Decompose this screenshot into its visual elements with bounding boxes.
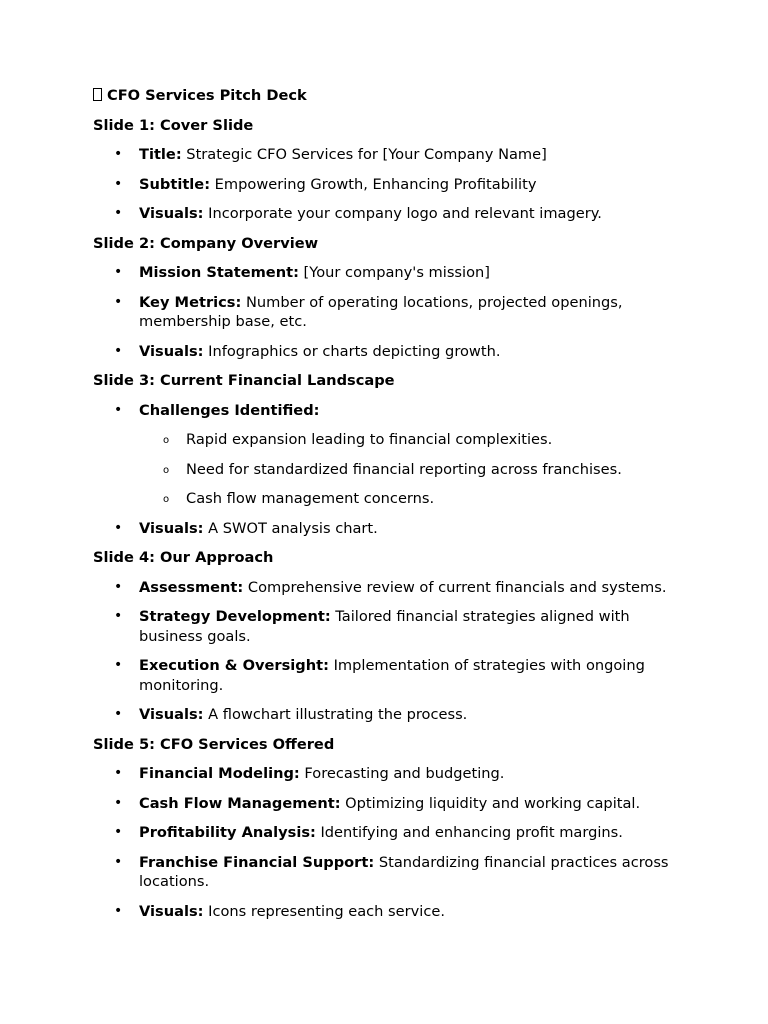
list-item xyxy=(93,401,693,509)
circle-bullet-icon: o xyxy=(163,494,170,505)
list-item xyxy=(93,145,693,165)
slide-3-section xyxy=(93,371,693,538)
document-page xyxy=(93,86,693,931)
bullet-icon: • xyxy=(114,902,123,919)
item-text: Comprehensive review of current financials and systems. xyxy=(243,578,667,596)
list-item xyxy=(93,263,693,283)
bullet-icon: • xyxy=(114,706,123,722)
bullet-icon: • xyxy=(114,578,123,595)
slide-heading: Slide 3: Current Financial Landscape xyxy=(93,372,395,389)
bullet-icon: • xyxy=(114,608,123,624)
list-item xyxy=(93,823,693,843)
bullet-icon: • xyxy=(114,146,123,162)
list-item xyxy=(93,705,693,725)
list-item xyxy=(93,853,693,892)
slide-2-section xyxy=(93,234,693,362)
bullet-icon: • xyxy=(114,519,123,536)
item-label: Execution & Oversight: xyxy=(139,657,329,674)
item-label: Strategy Development: xyxy=(139,608,331,625)
bullet-icon: • xyxy=(114,293,123,310)
list-item xyxy=(93,578,693,598)
item-text: Infographics or charts depicting growth. xyxy=(203,342,501,360)
document-title-line xyxy=(93,86,693,106)
bullet-icon: • xyxy=(114,342,123,359)
item-text: Identifying and enhancing profit margins. xyxy=(315,824,623,841)
item-label: Assessment: xyxy=(139,578,244,596)
slide-heading: Slide 1: Cover Slide xyxy=(93,116,254,134)
item-text: Icons representing each service. xyxy=(203,902,445,920)
slide-1-section xyxy=(93,116,693,224)
sub-item-text: Rapid expansion leading to financial complexities. xyxy=(186,431,553,448)
slide-heading: Slide 5: CFO Services Offered xyxy=(93,735,335,753)
bullet-icon: • xyxy=(114,794,123,811)
bullet-list xyxy=(93,401,693,539)
list-item xyxy=(93,175,693,195)
slide-heading: Slide 4: Our Approach xyxy=(93,549,274,566)
item-text: Implementation of strategies with ongoing monitoring. xyxy=(139,657,645,694)
item-text: Standardizing financial practices across locations. xyxy=(139,853,669,890)
item-text: [Your company's mission] xyxy=(298,264,490,281)
bullet-list xyxy=(93,764,693,921)
bullet-list xyxy=(93,145,693,224)
item-text: A SWOT analysis chart. xyxy=(203,519,378,537)
item-text: Forecasting and budgeting. xyxy=(299,765,505,782)
item-text: Tailored financial strategies aligned with business goals. xyxy=(139,608,630,645)
item-label: Financial Modeling: xyxy=(139,765,300,782)
item-text: Strategic CFO Services for [Your Company Name] xyxy=(181,146,547,163)
bullet-icon: • xyxy=(114,765,123,781)
slide-5-section xyxy=(93,735,693,922)
bullet-icon: • xyxy=(114,264,123,280)
item-label: Mission Statement: xyxy=(139,264,299,281)
list-item xyxy=(93,794,693,814)
list-item xyxy=(93,902,693,922)
circle-bullet-icon: o xyxy=(163,435,170,446)
sub-item-text: Cash flow management concerns. xyxy=(186,490,435,507)
list-item xyxy=(93,519,693,539)
list-item xyxy=(93,204,693,224)
item-label: Key Metrics: xyxy=(139,293,242,311)
document-title: CFO Services Pitch Deck xyxy=(107,87,307,104)
sub-bullet-list xyxy=(139,430,693,509)
item-label: Visuals: xyxy=(139,519,204,537)
list-item xyxy=(93,293,693,332)
bullet-icon: • xyxy=(114,657,123,673)
bullet-list xyxy=(93,578,693,725)
list-item xyxy=(93,764,693,784)
item-label: Subtitle: xyxy=(139,175,211,193)
bullet-icon: • xyxy=(114,175,123,192)
list-item xyxy=(93,607,693,646)
item-text: Optimizing liquidity and working capital. xyxy=(340,794,641,812)
item-label: Challenges Identified: xyxy=(139,401,320,419)
slide-4-section xyxy=(93,548,693,725)
circle-bullet-icon: o xyxy=(163,464,170,476)
bullet-icon: • xyxy=(114,205,123,221)
item-label: Visuals: xyxy=(139,706,204,723)
list-item xyxy=(93,342,693,362)
item-label: Title: xyxy=(139,146,182,163)
sub-list-item xyxy=(93,430,693,450)
sub-item-text: Need for standardized financial reporting across franchises. xyxy=(186,460,622,478)
item-label: Visuals: xyxy=(139,342,204,360)
bullet-list xyxy=(93,263,693,361)
slide-heading: Slide 2: Company Overview xyxy=(93,234,319,252)
list-item xyxy=(93,656,693,695)
bullet-icon: • xyxy=(114,824,123,840)
item-label: Visuals: xyxy=(139,902,204,920)
item-text: Empowering Growth, Enhancing Profitability xyxy=(210,175,537,193)
sub-list-item xyxy=(93,460,693,480)
bullet-icon: • xyxy=(114,853,123,870)
item-label: Visuals: xyxy=(139,205,204,222)
item-label: Cash Flow Management: xyxy=(139,794,341,812)
bullet-icon: • xyxy=(114,401,123,418)
item-label: Franchise Financial Support: xyxy=(139,853,375,871)
sub-list-item xyxy=(93,489,693,509)
item-text: Incorporate your company logo and relevant imagery. xyxy=(203,205,602,222)
item-text: A flowchart illustrating the process. xyxy=(203,706,468,723)
item-label: Profitability Analysis: xyxy=(139,824,316,841)
item-text: Number of operating locations, projected openings, membership base, etc. xyxy=(139,293,623,330)
document-icon xyxy=(93,88,102,101)
